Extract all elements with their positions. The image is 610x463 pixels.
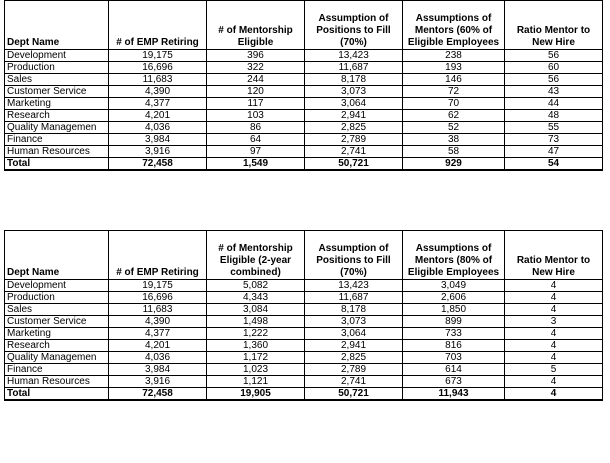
dept-name-cell[interactable]: Customer Service <box>5 86 109 98</box>
value-cell[interactable]: 56 <box>505 74 603 86</box>
value-cell[interactable]: 58 <box>403 146 505 158</box>
dept-name-cell[interactable]: Quality Managemen <box>5 352 109 364</box>
dept-name-cell[interactable]: Research <box>5 110 109 122</box>
value-cell[interactable]: 4,390 <box>109 86 207 98</box>
table-row <box>5 280 603 292</box>
value-cell[interactable]: 52 <box>403 122 505 134</box>
value-cell[interactable]: 238 <box>403 50 505 62</box>
column-header[interactable]: # of Mentorship Eligible <box>207 1 305 50</box>
column-header[interactable]: Ratio Mentor to New Hire <box>505 1 603 50</box>
total-cell[interactable]: 4 <box>505 388 603 401</box>
total-cell[interactable]: 19,905 <box>207 388 305 401</box>
table-row <box>5 352 603 364</box>
value-cell[interactable]: 62 <box>403 110 505 122</box>
table-row <box>5 62 603 74</box>
column-header[interactable]: # of Mentorship Eligible (2-year combined) <box>207 231 305 280</box>
value-cell[interactable]: 703 <box>403 352 505 364</box>
value-cell[interactable]: 4 <box>505 340 603 352</box>
value-cell[interactable]: 11,683 <box>109 74 207 86</box>
value-cell[interactable]: 117 <box>207 98 305 110</box>
value-cell[interactable]: 1,360 <box>207 340 305 352</box>
column-header[interactable]: Assumption of Positions to Fill (70%) <box>305 231 403 280</box>
value-cell[interactable]: 3,084 <box>207 304 305 316</box>
value-cell[interactable]: 64 <box>207 134 305 146</box>
total-cell[interactable]: 1,549 <box>207 158 305 171</box>
value-cell[interactable]: 70 <box>403 98 505 110</box>
value-cell[interactable]: 4 <box>505 280 603 292</box>
value-cell[interactable]: 2,606 <box>403 292 505 304</box>
table-row <box>5 304 603 316</box>
value-cell[interactable]: 1,121 <box>207 376 305 388</box>
column-header[interactable]: Dept Name <box>5 1 109 50</box>
value-cell[interactable]: 2,825 <box>305 122 403 134</box>
value-cell[interactable]: 38 <box>403 134 505 146</box>
value-cell[interactable]: 13,423 <box>305 50 403 62</box>
total-cell[interactable]: 11,943 <box>403 388 505 401</box>
value-cell[interactable]: 244 <box>207 74 305 86</box>
value-cell[interactable]: 193 <box>403 62 505 74</box>
value-cell[interactable]: 11,687 <box>305 62 403 74</box>
table-row <box>5 146 603 158</box>
value-cell[interactable]: 4 <box>505 376 603 388</box>
table-row <box>5 74 603 86</box>
value-cell[interactable]: 899 <box>403 316 505 328</box>
value-cell[interactable]: 2,789 <box>305 364 403 376</box>
dept-name-cell[interactable]: Sales <box>5 304 109 316</box>
value-cell[interactable]: 120 <box>207 86 305 98</box>
value-cell[interactable]: 2,789 <box>305 134 403 146</box>
dept-name-cell[interactable]: Marketing <box>5 98 109 110</box>
total-cell[interactable]: 54 <box>505 158 603 171</box>
total-row <box>5 388 603 401</box>
column-header[interactable]: # of EMP Retiring <box>109 1 207 50</box>
column-header[interactable]: Assumption of Positions to Fill (70%) <box>305 1 403 50</box>
value-cell[interactable]: 673 <box>403 376 505 388</box>
column-header[interactable]: Ratio Mentor to New Hire <box>505 231 603 280</box>
column-header[interactable]: Assumptions of Mentors (80% of Eligible Employees <box>403 231 505 280</box>
value-cell[interactable]: 2,741 <box>305 146 403 158</box>
value-cell[interactable]: 11,683 <box>109 304 207 316</box>
value-cell[interactable]: 48 <box>505 110 603 122</box>
total-cell[interactable]: 72,458 <box>109 388 207 401</box>
value-cell[interactable]: 8,178 <box>305 74 403 86</box>
value-cell[interactable]: 3,916 <box>109 376 207 388</box>
value-cell[interactable]: 396 <box>207 50 305 62</box>
table-row <box>5 122 603 134</box>
total-label[interactable]: Total <box>5 388 109 401</box>
header-row <box>5 1 603 50</box>
table-row <box>5 110 603 122</box>
value-cell[interactable]: 614 <box>403 364 505 376</box>
value-cell[interactable]: 97 <box>207 146 305 158</box>
value-cell[interactable]: 4,377 <box>109 328 207 340</box>
table-row <box>5 316 603 328</box>
value-cell[interactable]: 4,343 <box>207 292 305 304</box>
dept-name-cell[interactable]: Human Resources <box>5 376 109 388</box>
value-cell[interactable]: 19,175 <box>109 280 207 292</box>
header-row <box>5 231 603 280</box>
table-row <box>5 50 603 62</box>
dept-name-cell[interactable]: Finance <box>5 364 109 376</box>
value-cell[interactable]: 1,222 <box>207 328 305 340</box>
dept-name-cell[interactable]: Production <box>5 292 109 304</box>
value-cell[interactable]: 4 <box>505 292 603 304</box>
table-row <box>5 292 603 304</box>
value-cell[interactable]: 86 <box>207 122 305 134</box>
value-cell[interactable]: 44 <box>505 98 603 110</box>
value-cell[interactable]: 5,082 <box>207 280 305 292</box>
value-cell[interactable]: 4 <box>505 328 603 340</box>
value-cell[interactable]: 19,175 <box>109 50 207 62</box>
value-cell[interactable]: 43 <box>505 86 603 98</box>
total-cell[interactable]: 50,721 <box>305 388 403 401</box>
value-cell[interactable]: 1,498 <box>207 316 305 328</box>
total-cell[interactable]: 929 <box>403 158 505 171</box>
value-cell[interactable]: 16,696 <box>109 62 207 74</box>
dept-name-cell[interactable]: Finance <box>5 134 109 146</box>
value-cell[interactable]: 72 <box>403 86 505 98</box>
value-cell[interactable]: 3,073 <box>305 86 403 98</box>
value-cell[interactable]: 3,984 <box>109 364 207 376</box>
value-cell[interactable]: 733 <box>403 328 505 340</box>
dept-name-cell[interactable]: Development <box>5 50 109 62</box>
total-row <box>5 158 603 171</box>
dept-name-cell[interactable]: Marketing <box>5 328 109 340</box>
value-cell[interactable]: 5 <box>505 364 603 376</box>
dept-name-cell[interactable]: Production <box>5 62 109 74</box>
column-header[interactable]: # of EMP Retiring <box>109 231 207 280</box>
value-cell[interactable]: 1,023 <box>207 364 305 376</box>
value-cell[interactable]: 4,036 <box>109 352 207 364</box>
value-cell[interactable]: 8,178 <box>305 304 403 316</box>
value-cell[interactable]: 2,741 <box>305 376 403 388</box>
value-cell[interactable]: 55 <box>505 122 603 134</box>
table-row <box>5 86 603 98</box>
value-cell[interactable]: 3,049 <box>403 280 505 292</box>
value-cell[interactable]: 322 <box>207 62 305 74</box>
value-cell[interactable]: 13,423 <box>305 280 403 292</box>
table-row <box>5 340 603 352</box>
value-cell[interactable]: 56 <box>505 50 603 62</box>
value-cell[interactable]: 4 <box>505 304 603 316</box>
value-cell[interactable]: 73 <box>505 134 603 146</box>
table-row <box>5 134 603 146</box>
value-cell[interactable]: 3,916 <box>109 146 207 158</box>
value-cell[interactable]: 3,073 <box>305 316 403 328</box>
dept-name-cell[interactable]: Human Resources <box>5 146 109 158</box>
value-cell[interactable]: 1,850 <box>403 304 505 316</box>
value-cell[interactable]: 60 <box>505 62 603 74</box>
value-cell[interactable]: 3,064 <box>305 98 403 110</box>
value-cell[interactable]: 3 <box>505 316 603 328</box>
table-row <box>5 328 603 340</box>
mentorship-table-1yr <box>4 0 603 171</box>
value-cell[interactable]: 16,696 <box>109 292 207 304</box>
value-cell[interactable]: 4,201 <box>109 110 207 122</box>
value-cell[interactable]: 4,036 <box>109 122 207 134</box>
value-cell[interactable]: 816 <box>403 340 505 352</box>
mentorship-table-2yr <box>4 230 603 401</box>
value-cell[interactable]: 146 <box>403 74 505 86</box>
table-row <box>5 98 603 110</box>
total-cell[interactable]: 50,721 <box>305 158 403 171</box>
value-cell[interactable]: 3,984 <box>109 134 207 146</box>
dept-name-cell[interactable]: Development <box>5 280 109 292</box>
value-cell[interactable]: 2,941 <box>305 110 403 122</box>
value-cell[interactable]: 4,377 <box>109 98 207 110</box>
value-cell[interactable]: 4 <box>505 352 603 364</box>
value-cell[interactable]: 4,390 <box>109 316 207 328</box>
value-cell[interactable]: 103 <box>207 110 305 122</box>
value-cell[interactable]: 11,687 <box>305 292 403 304</box>
value-cell[interactable]: 3,064 <box>305 328 403 340</box>
total-cell[interactable]: 72,458 <box>109 158 207 171</box>
dept-name-cell[interactable]: Research <box>5 340 109 352</box>
dept-name-cell[interactable]: Customer Service <box>5 316 109 328</box>
value-cell[interactable]: 1,172 <box>207 352 305 364</box>
value-cell[interactable]: 2,825 <box>305 352 403 364</box>
table-row <box>5 364 603 376</box>
table-row <box>5 376 603 388</box>
value-cell[interactable]: 4,201 <box>109 340 207 352</box>
value-cell[interactable]: 2,941 <box>305 340 403 352</box>
column-header[interactable]: Assumptions of Mentors (60% of Eligible Employees <box>403 1 505 50</box>
dept-name-cell[interactable]: Quality Managemen <box>5 122 109 134</box>
column-header[interactable]: Dept Name <box>5 231 109 280</box>
dept-name-cell[interactable]: Sales <box>5 74 109 86</box>
table-spacer <box>0 216 610 228</box>
value-cell[interactable]: 47 <box>505 146 603 158</box>
total-label[interactable]: Total <box>5 158 109 171</box>
